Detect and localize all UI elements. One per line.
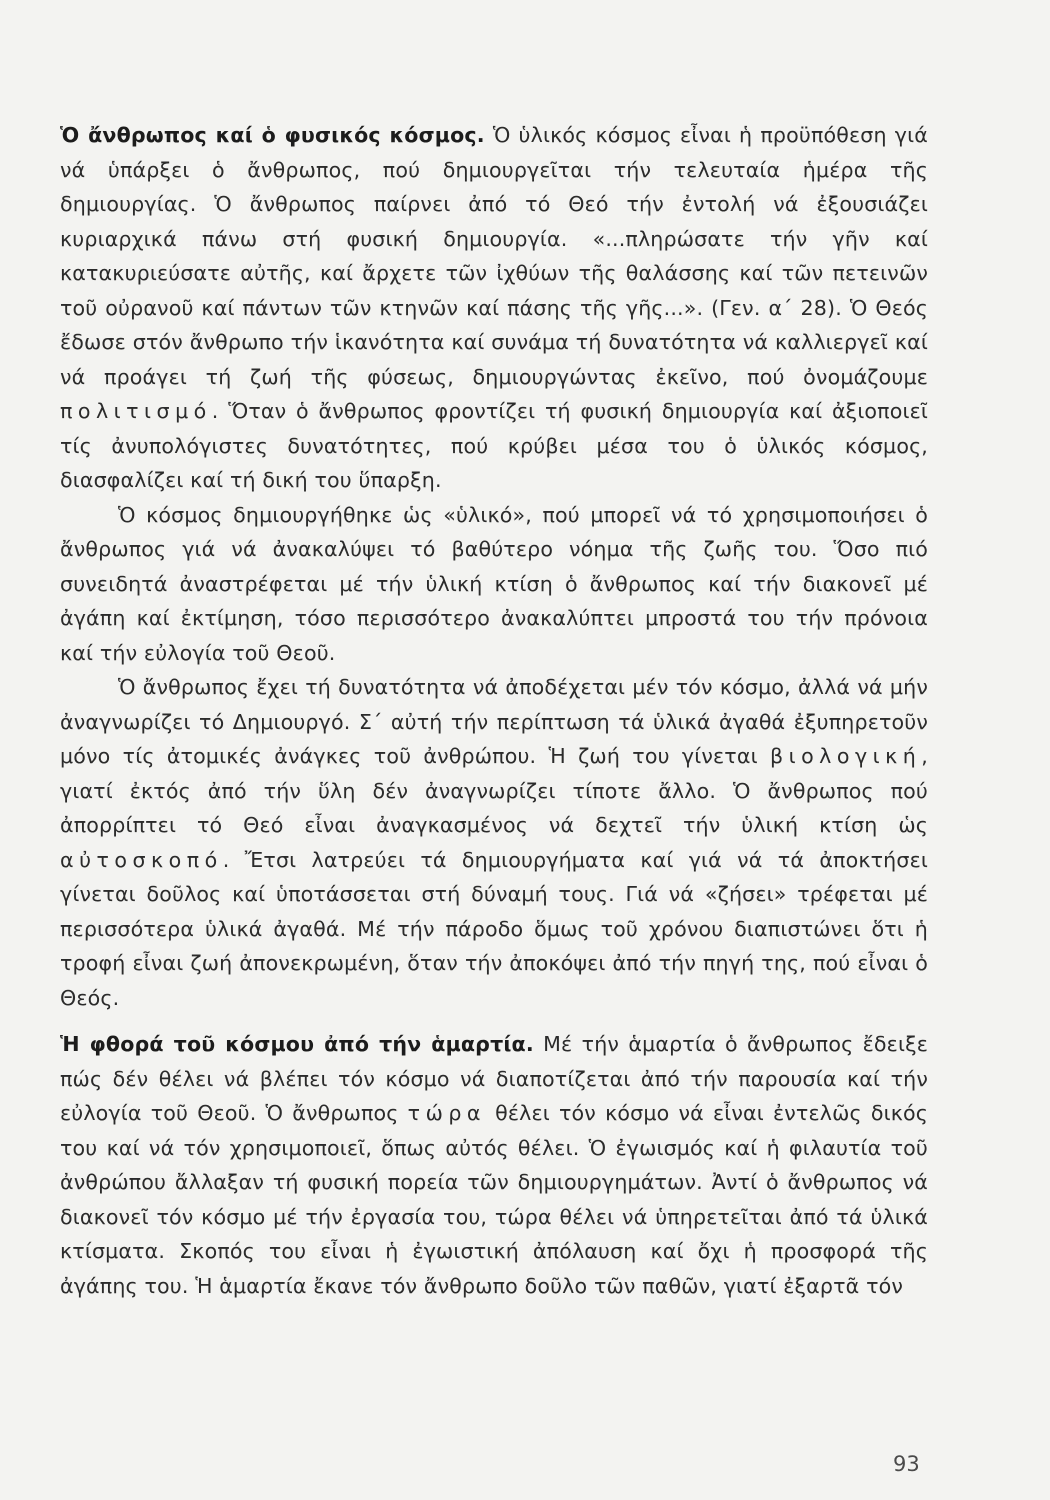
emphasized-term: τώρα xyxy=(407,1101,486,1125)
text-run: Ὁ κόσμος δημιουργήθηκε ὡς «ὑλικό», πού μπορεῖ νά τό χρησιμοποιήσει ὁ ἄνθρωπος γιά νά ἀνακαλύψει τό βαθύτερο νόημα τῆς ζωῆς του. Ὅσο πιό συνειδητά ἀναστρέφεται μέ τήν ὑλική κτίση ὁ ἄνθρωπος καί τήν διακονεῖ μέ ἀγάπη καί ἐκτίμηση, τόσο περισσότερο ἀνακαλύπτει μπροστά του τήν πρόνοια καί τήν εὐλογία τοῦ Θεοῦ. xyxy=(60,502,928,665)
text-run: . Ἔτσι λατρεύει τά δημιουργήματα καί γιά νά τά ἀποκτήσει γίνεται δοῦλος καί ὑποτάσσεται στή δύναμή τους. Γιά νά «ζήσει» τρέφεται μέ περισσότερα ὑλικά ἀγαθά. Μέ τήν πάροδο ὅμως τοῦ χρόνου διαπιστώνει ὅτι ἡ τροφή εἶναι ζωή ἀπονεκρωμένη, ὅταν τήν ἀποκόψει ἀπό τήν πηγή της, πού εἶναι ὁ Θεός. xyxy=(60,847,928,1010)
paragraph xyxy=(60,498,928,671)
text-run: . Ὅταν ὁ ἄνθρωπος φροντίζει τή φυσική δημιουργία καί ἀξιοποιεῖ τίς ἀνυπολόγιστες δυνατότητες, πού κρύβει μέσα του ὁ ὑλικός κόσμος, διασφαλίζει καί τή δική του ὕπαρξη. xyxy=(60,399,928,492)
emphasized-term: αὐτοσκοπό xyxy=(60,847,223,872)
text-run: Ὁ ἄνθρωπος ἔχει τή δυνατότητα νά ἀποδέχεται μέν τόν κόσμο, ἀλλά νά μήν ἀναγνωρίζει τό Δημιουργό. Σ΄ αὐτή τήν περίπτωση τά ὑλικά ἀγαθά ἐξυπηρετοῦν μόνο τίς ἀτομικές ἀνάγκες τοῦ ἀνθρώπου. Ἡ ζωή του γίνεται xyxy=(60,675,928,768)
emphasized-term: βιολογική xyxy=(769,744,922,768)
page-number: 93 xyxy=(893,1452,920,1476)
section-heading: Ἡ φθορά τοῦ κόσμου ἀπό τήν ἁμαρτία. xyxy=(60,1032,534,1056)
paragraph xyxy=(60,670,928,1015)
text-column xyxy=(60,118,928,1303)
paragraph xyxy=(60,1027,928,1303)
text-run: Μέ τήν ἁμαρτία ὁ ἄνθρωπος ἔδειξε πώς δέν θέλει νά βλέπει τόν κόσμο νά διαποτίζεται ἀπό τήν παρουσία καί τήν εὐλογία τοῦ Θεοῦ. Ὁ ἄνθρωπος xyxy=(60,1032,928,1125)
text-run: θέλει τόν κόσμο νά εἶναι ἐντελῶς δικός του καί νά τόν χρησιμοποιεῖ, ὅπως αὐτός θέλει. Ὁ ἐγωισμός καί ἡ φιλαυτία τοῦ ἀνθρώπου ἄλλαξαν τή φυσική πορεία τῶν δημιουργημάτων. Ἀντί ὁ ἄνθρωπος νά διακονεῖ τόν κόσμο μέ τήν ἐργασία του, τώρα θέλει νά ὑπηρετεῖται ἀπό τά ὑλικά κτίσματα. Σκοπός του εἶναι ἡ ἐγωιστική ἀπόλαυση καί ὄχι ἡ προσφορά τῆς ἀγάπης του. Ἡ ἁμαρτία ἔκανε τόν ἄνθρωπο δοῦλο τῶν παθῶν, γιατί ἐξαρτᾶ τόν xyxy=(60,1101,928,1298)
text-run: , γιατί ἐκτός ἀπό τήν ὕλη δέν ἀναγνωρίζει τίποτε ἄλλο. Ὁ ἄνθρωπος πού ἀπορρίπτει τό Θεό εἶναι ἀναγκασμένος νά δεχτεῖ τήν ὑλική κτίση ὡς xyxy=(60,744,928,837)
text-run: Ὁ ὑλικός κόσμος εἶναι ἡ προϋπόθεση γιά νά ὑπάρξει ὁ ἄνθρωπος, πού δημιουργεῖται τήν τελευταία ἡμέρα τῆς δημιουργίας. Ὁ ἄνθρωπος παίρνει ἀπό τό Θεό τήν ἐντολή νά ἐξουσιάζει κυριαρχικά πάνω στή φυσική δημιουργία. «...πληρώσατε τήν γῆν καί κατακυριεύσατε αὐτῆς, καί ἄρχετε τῶν ἰχθύων τῆς θαλάσσης καί τῶν πετεινῶν τοῦ οὐρανοῦ καί πάντων τῶν κτηνῶν καί πάσης τῆς γῆς...». (Γεν. α΄ 28). Ὁ Θεός ἔδωσε στόν ἄνθρωπο τήν ἱκανότητα καί συνάμα τή δυνατότητα νά καλλιεργεῖ καί νά προάγει τή ζωή τῆς φύσεως, δημιουργώντας ἐκεῖνο, πού ὀνομάζουμε xyxy=(60,123,928,389)
paragraph xyxy=(60,118,928,498)
section-heading: Ὁ ἄνθρωπος καί ὁ φυσικός κόσμος. xyxy=(60,123,485,147)
emphasized-term: πολιτισμό xyxy=(60,399,212,423)
